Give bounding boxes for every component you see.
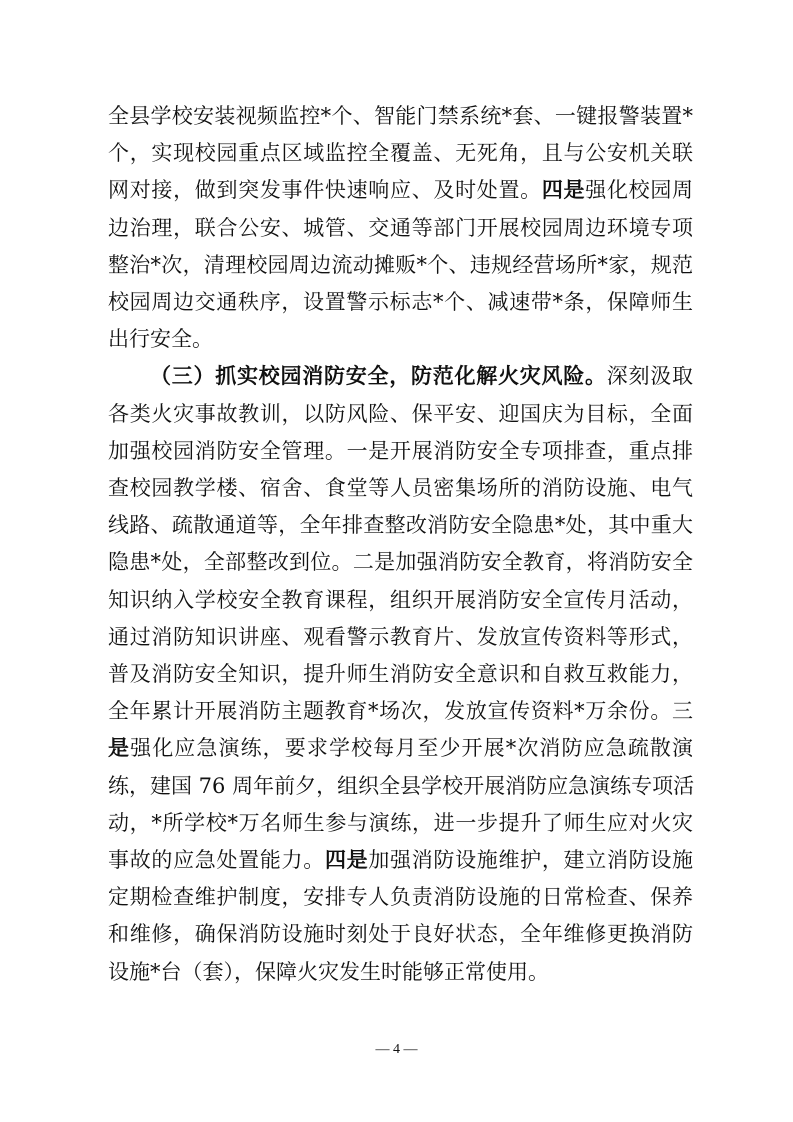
text-line	[108, 170, 693, 210]
text-span: 查校园教学楼、宿舍、食堂等人员密集场所的消防设施、电气	[108, 476, 693, 500]
text-span: 各类火灾事故教训，以防风险、保平安、迎国庆为目标，全面	[108, 401, 693, 426]
text-span: 隐患*处，全部整改到位。二是加强消防安全教育，将消防安全	[108, 550, 693, 575]
text-span: 个，实现校园重点区域监控全覆盖、无死角，且与公安机关联	[108, 141, 693, 166]
text-span: 设施*台（套），保障火灾发生时能够正常使用。	[108, 959, 549, 984]
text-span: 加强消防设施维护，建立消防设施	[368, 848, 694, 872]
text-line	[108, 877, 693, 917]
text-span: 全县学校安装视频监控*个、智能门禁系统*套、一键报警装置*	[108, 104, 693, 128]
text-line	[108, 542, 693, 582]
page-number: — 4 —	[375, 1042, 418, 1057]
bold-text: （三）抓实校园消防安全，防范化解火灾风险。	[150, 364, 607, 389]
text-span: 网对接，做到突发事件快速响应、及时处置。	[108, 178, 542, 203]
text-line	[108, 319, 693, 359]
text-span: 强化校园周	[585, 178, 694, 203]
text-line	[108, 728, 693, 768]
text-line	[108, 208, 693, 248]
text-line	[108, 654, 693, 694]
text-line	[108, 96, 693, 136]
text-line	[108, 914, 693, 954]
text-span: 边治理，联合公安、城管、交通等部门开展校园周边环境专项	[108, 215, 693, 240]
text-line	[108, 282, 693, 322]
bold-text: 四是	[541, 178, 586, 203]
text-line	[108, 394, 693, 434]
text-span: 强化应急演练，要求学校每月至少开展*次消防应急疏散演	[130, 736, 694, 761]
text-line	[108, 952, 693, 992]
text-span: 深刻汲取	[606, 364, 693, 389]
text-line	[108, 468, 693, 508]
text-span: 和维修，确保消防设施时刻处于良好状态，全年维修更换消防	[108, 922, 693, 947]
text-span: 定期检查维护制度，安排专人负责消防设施的日常检查、保养	[108, 885, 693, 910]
text-span: 校园周边交通秩序，设置警示标志*个、减速带*条，保障师生	[108, 290, 693, 314]
text-line	[108, 617, 693, 657]
text-span: 动，*所学校*万名师生参与演练，进一步提升了师生应对火灾	[108, 810, 693, 835]
text-line	[108, 245, 693, 285]
text-span: 出行安全。	[108, 327, 213, 352]
text-span: 线路、疏散通道等，全年排查整改消防安全隐患*处，其中重大	[108, 513, 693, 538]
text-span: 通过消防知识讲座、观看警示教育片、发放宣传资料等形式，	[108, 624, 693, 649]
text-span: 事故的应急处置能力。	[108, 848, 325, 872]
text-line	[150, 356, 693, 396]
text-line	[108, 766, 693, 806]
text-span: 全年累计开展消防主题教育*场次，发放宣传资料*万余份。三	[108, 699, 693, 724]
text-line	[108, 580, 693, 620]
bold-text: 是	[108, 736, 131, 761]
text-line	[108, 505, 693, 545]
bold-text: 四是	[324, 848, 369, 872]
text-span: 加强校园消防安全管理。一是开展消防安全专项排查，重点排	[108, 438, 693, 463]
text-span: 练，建国 76 周年前夕，组织全县学校开展消防应急演练专项活	[108, 773, 695, 798]
text-line	[108, 691, 693, 731]
text-line	[108, 840, 693, 880]
text-line	[108, 431, 693, 471]
text-line	[108, 803, 693, 843]
text-line	[108, 133, 693, 173]
text-span: 普及消防安全知识，提升师生消防安全意识和自救互救能力，	[108, 662, 693, 686]
text-span: 知识纳入学校安全教育课程，组织开展消防安全宣传月活动，	[108, 587, 693, 612]
text-span: 整治*次，清理校园周边流动摊贩*个、违规经营场所*家，规范	[108, 252, 693, 277]
